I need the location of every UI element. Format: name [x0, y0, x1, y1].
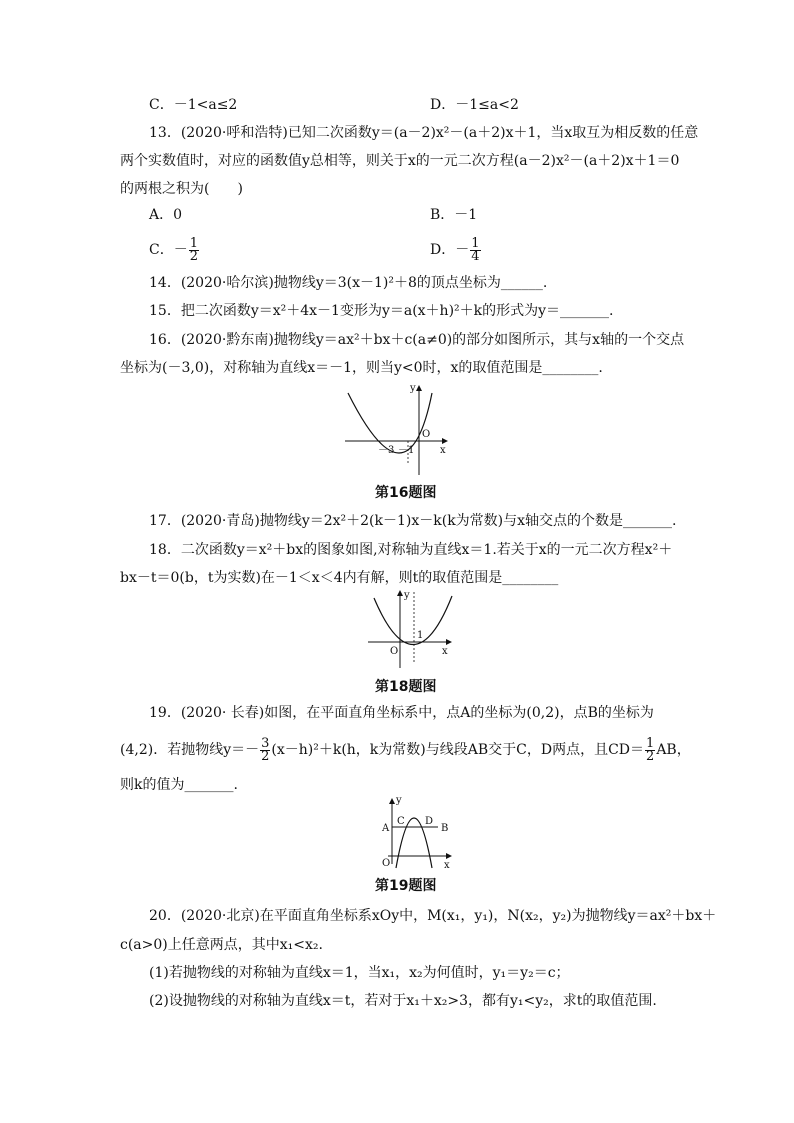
q12-option-d: D．－1≤a<2 — [430, 97, 519, 113]
q19-label-origin: O — [382, 858, 391, 869]
q18-y-arrow-icon — [397, 590, 403, 596]
q19-fraction-3-2: $\frac{3}{2}$ — [261, 735, 270, 764]
q16-figure — [340, 383, 450, 478]
q13-option-b: B．－1 — [430, 207, 478, 223]
q16-x-arrow-icon — [442, 438, 448, 444]
q12-option-c: C．－1<a≤2 — [149, 97, 238, 113]
q13-option-c-fraction: $\frac{1}{2}$ — [189, 235, 198, 264]
q19-label-a: A — [382, 823, 390, 834]
q13-option-d-fraction: $\frac{1}{4}$ — [471, 235, 480, 264]
q16-line-1: 16．(2020·黔东南)抛物线y＝ax²＋bx＋c(a≠0)的部分如图所示，其与x轴的一个交点 — [149, 332, 685, 348]
q18-figure — [364, 588, 456, 672]
q16-caption: 第16题图 — [375, 485, 437, 501]
q19-fraction-1-2: $\frac{1}{2}$ — [646, 735, 655, 764]
q18-x-arrow-icon — [446, 639, 452, 645]
q13-line-2: 两个实数值时，对应的函数值y总相等，则关于x的一元二次方程(a－2)x²－(a＋2)x＋1＝0 — [120, 153, 680, 169]
q13-line-1: 13．(2020·呼和浩特)已知二次函数y＝(a－2)x²－(a＋2)x＋1，当x取互为相反数的任意 — [149, 125, 699, 141]
q18-label-x: x — [442, 646, 448, 657]
q20-part-2: (2)设抛物线的对称轴为直线x＝t，若对于x₁＋x₂>3，都有y₁<y₂，求t的取值范围. — [149, 993, 657, 1009]
q16-label-origin: O — [422, 429, 431, 440]
q16-label-minus-3: －3 — [378, 445, 395, 456]
q20-part-1: (1)若抛物线的对称轴为直线x＝1，当x₁，x₂为何值时，y₁＝y₂＝c； — [149, 965, 570, 981]
q18-label-one: 1 — [417, 630, 424, 641]
q20-line-2: c(a>0)上任意两点，其中x₁<x₂. — [120, 937, 323, 953]
q16-label-minus-1: －1 — [398, 445, 415, 456]
q19-label-c: C — [397, 816, 405, 827]
q16-line-2: 坐标为(－3,0)，对称轴为直线x＝－1，则当y<0时，x的取值范围是________. — [120, 360, 603, 376]
q16-label-x: x — [440, 445, 446, 456]
q19-y-arrow-icon — [389, 798, 395, 804]
q19-figure — [368, 794, 454, 870]
q18-caption: 第18题图 — [375, 679, 437, 695]
q13-option-d: D．－ $\frac{1}{4}$ — [430, 235, 480, 264]
q18-label-origin: O — [390, 646, 399, 657]
q19-label-d: D — [425, 816, 434, 827]
q18-parabola — [374, 596, 452, 645]
q16-y-arrow-icon — [416, 385, 422, 391]
q19-caption: 第19题图 — [375, 878, 437, 894]
q19-x-arrow-icon — [446, 853, 452, 859]
q18-label-y: y — [404, 590, 410, 601]
q15-text: 15．把二次函数y＝x²＋4x－1变形为y＝a(x＋h)²＋k的形式为y＝_______. — [149, 303, 614, 319]
q19-label-b: B — [441, 823, 449, 834]
q19-line-3: 则k的值为_______. — [120, 777, 238, 793]
q18-line-1: 18．二次函数y＝x²＋bx的图象如图,对称轴为直线x＝1.若关于x的一元二次方程x²＋ — [149, 542, 673, 558]
q13-line-3: 的两根之积为( ) — [120, 181, 243, 197]
q16-label-y: y — [410, 383, 416, 394]
q13-option-c: C．－ $\frac{1}{2}$ — [149, 235, 198, 264]
q18-line-2: bx－t＝0(b，t为实数)在－1＜x＜4内有解，则t的取值范围是________ — [120, 570, 559, 586]
q14-text: 14．(2020·哈尔滨)抛物线y＝3(x－1)²＋8的顶点坐标为______. — [149, 275, 548, 291]
q19-label-x: x — [444, 860, 450, 870]
q20-line-1: 20．(2020·北京)在平面直角坐标系xOy中，M(x₁，y₁)，N(x₂，y₂)为抛物线y＝ax²＋bx＋ — [149, 908, 717, 924]
q19-line-2: (4,2)．若抛物线y＝－ $\frac{3}{2}$ (x－h)²＋k(h，k为常数)与线段AB交于C，D两点，且CD＝ $\frac{1}{2}$ AB， — [120, 735, 691, 764]
q13-option-a: A．0 — [149, 207, 183, 223]
q19-line-1: 19．(2020· 长春)如图，在平面直角坐标系中，点A的坐标为(0,2)，点B的坐标为 — [149, 705, 654, 721]
q19-label-y: y — [396, 795, 402, 806]
q17-text: 17．(2020·青岛)抛物线y＝2x²＋2(k－1)x－k(k为常数)与x轴交点的个数是_______. — [149, 513, 677, 529]
